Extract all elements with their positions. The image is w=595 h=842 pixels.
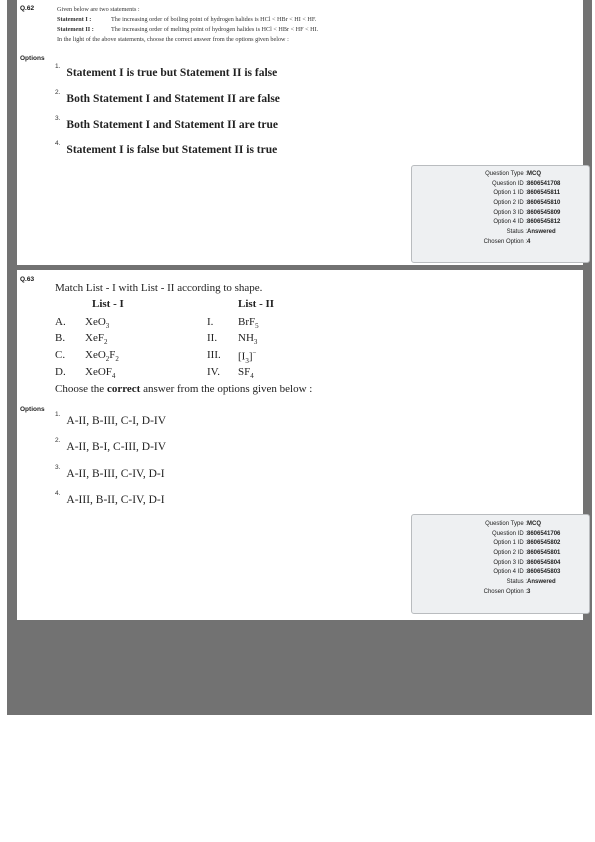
list-1-header: List - I <box>92 298 124 310</box>
info-status: Status : Answered <box>506 579 556 586</box>
info-status: Status : Answered <box>506 229 556 236</box>
info-option-3-id: Option 3 ID : 8606545809 <box>493 209 561 216</box>
option-number: 2. <box>55 437 61 444</box>
info-option-4-id: Option 4 ID : 8606545812 <box>493 219 561 226</box>
info-question-id: Question ID : 8606541708 <box>491 180 561 187</box>
info-option-2-id: Option 2 ID : 8606545810 <box>493 200 561 207</box>
page-frame <box>7 0 592 715</box>
question-number: Q.63 <box>20 276 35 283</box>
info-option-4-id: Option 4 ID : 8606545803 <box>493 569 561 576</box>
question-info-panel <box>411 514 590 614</box>
list-2-header: List - II <box>238 298 275 310</box>
list-1-row-c: C. <box>55 349 66 361</box>
option-text: Both Statement I and Statement II are false <box>66 93 280 105</box>
option-3[interactable] <box>55 115 278 133</box>
option-number: 4. <box>55 490 61 497</box>
info-question-type: Question Type : MCQ <box>485 521 541 527</box>
list-1-formula-d: XeOF$_4$ <box>85 366 116 381</box>
option-1[interactable] <box>55 63 277 81</box>
info-question-id: Question ID : 8606541706 <box>491 530 561 537</box>
option-number: 3. <box>55 464 61 471</box>
option-text: A-II, B-III, C-IV, D-I <box>66 468 165 480</box>
list-2-formula-i: BrF$_5$ <box>238 316 259 331</box>
option-text: A-II, B-III, C-I, D-IV <box>66 415 167 427</box>
info-option-3-id: Option 3 ID : 8606545804 <box>493 559 561 566</box>
option-number: 1. <box>55 411 61 418</box>
question-number: Q.62 <box>20 5 35 12</box>
list-1-formula-c: $XeO_2F_2$ <box>85 349 119 364</box>
list-2-row-iv: IV. <box>207 366 220 378</box>
statement-2-text: The increasing order of melting point of hydrogen halides is HCl < HBr < HF < HI. <box>111 26 319 33</box>
info-chosen-option: Chosen Option : 4 <box>483 238 531 245</box>
option-2[interactable] <box>55 437 166 455</box>
question-instruction: In the light of the above statements, choose the correct answer from the options given below : <box>57 36 289 43</box>
option-text: Both Statement I and Statement II are true <box>66 119 278 131</box>
option-number: 4. <box>55 140 61 147</box>
info-chosen-option: Chosen Option : 3 <box>483 588 531 595</box>
option-number: 3. <box>55 115 61 122</box>
option-number: 2. <box>55 89 61 96</box>
options-label: Options <box>20 406 45 413</box>
list-2-row-i: I. <box>207 316 214 328</box>
list-1-row-a: A. <box>55 316 66 328</box>
option-1[interactable] <box>55 411 166 429</box>
question-intro: Given below are two statements : <box>57 6 140 13</box>
list-2-formula-iv: $SF_4$ <box>238 366 254 381</box>
info-option-2-id: Option 2 ID : 8606545801 <box>493 550 561 557</box>
question-63-card <box>17 270 583 620</box>
option-text: A-III, B-II, C-IV, D-I <box>66 494 165 506</box>
option-number: 1. <box>55 63 61 70</box>
statement-1-label: Statement I : <box>57 16 92 23</box>
list-1-row-d: D. <box>55 366 66 378</box>
question-instruction: Choose the correct answer from the options given below : <box>55 383 313 395</box>
list-1-formula-a: XeO$_3$ <box>85 316 110 331</box>
question-stem: Match List - I with List - II according to shape. <box>55 282 263 294</box>
statement-1-text: The increasing order of boiling point of hydrogen halides is HCl < HBr < HI < HF. <box>111 16 317 23</box>
list-2-formula-ii: $NH_3$ <box>238 332 258 347</box>
option-2[interactable] <box>55 89 280 107</box>
info-option-1-id: Option 1 ID : 8606545802 <box>493 540 561 547</box>
info-question-type: Question Type : MCQ <box>485 171 541 177</box>
option-text: A-II, B-I, C-III, D-IV <box>66 441 167 453</box>
option-text: Statement I is false but Statement II is true <box>66 144 278 156</box>
info-option-1-id: Option 1 ID : 8606545811 <box>493 190 561 197</box>
list-2-formula-iii: $[I_3]^-$ <box>238 349 257 365</box>
options-label: Options <box>20 55 45 62</box>
option-3[interactable] <box>55 464 165 482</box>
list-2-row-ii: II. <box>207 332 218 344</box>
list-1-row-b: B. <box>55 332 66 344</box>
question-info-panel <box>411 165 590 263</box>
option-text: Statement I is true but Statement II is false <box>66 67 278 79</box>
list-1-formula-b: XeF$_2$ <box>85 332 108 347</box>
list-2-row-iii: III. <box>207 349 221 361</box>
option-4[interactable] <box>55 140 277 158</box>
statement-2-label: Statement II : <box>57 26 94 33</box>
option-4[interactable] <box>55 490 165 508</box>
question-62-card <box>17 0 583 265</box>
